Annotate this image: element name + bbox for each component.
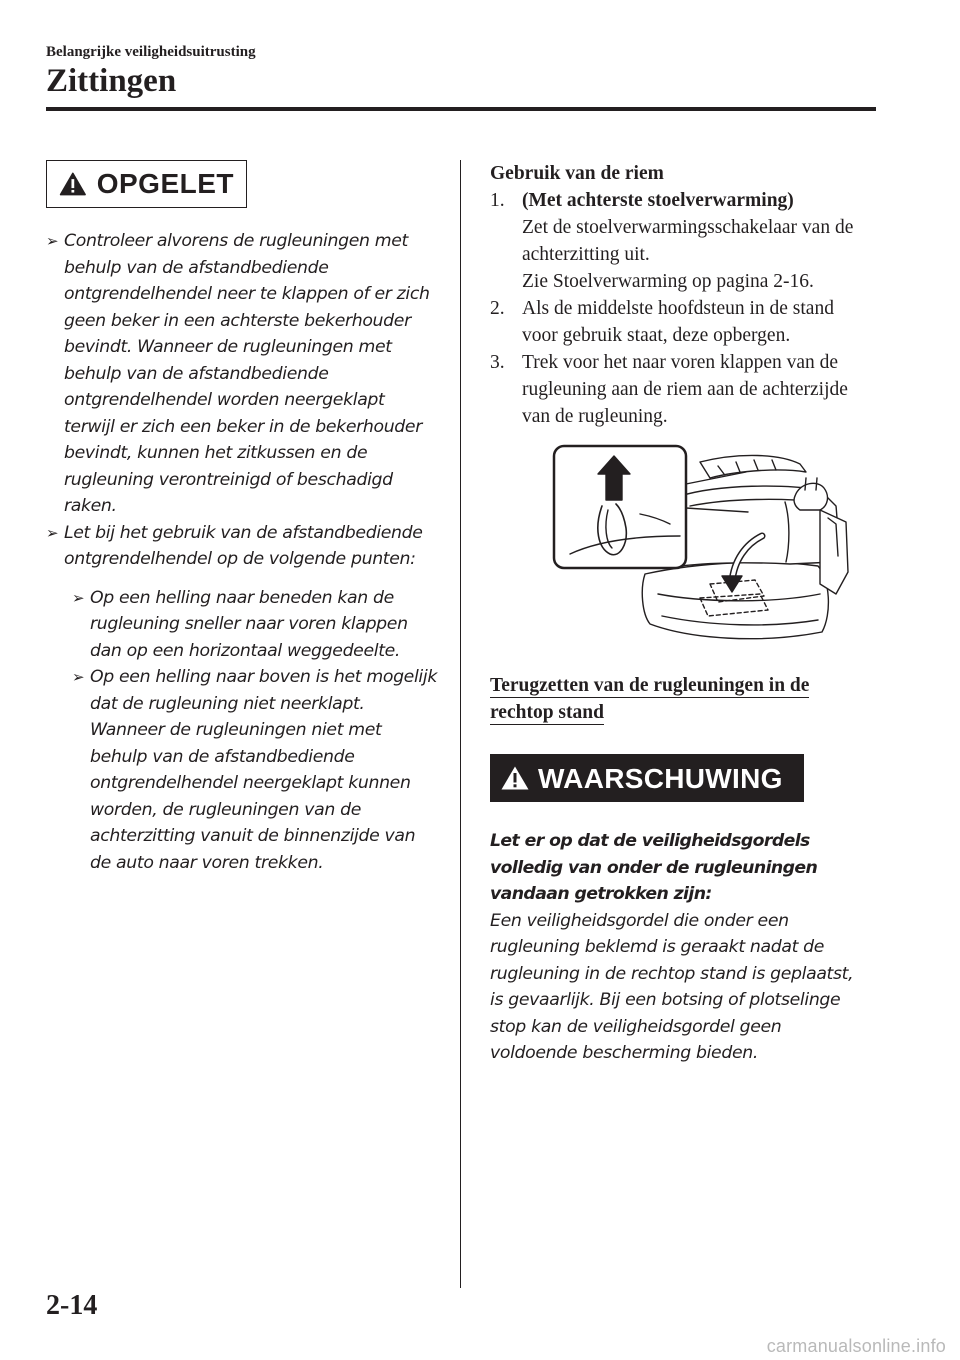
caution-sublist xyxy=(46,585,438,877)
caution-subitem xyxy=(72,664,438,876)
step-number: 2. xyxy=(490,298,505,319)
step-condition: (Met achterste stoelverwarming) xyxy=(522,190,794,211)
bullet-arrow-icon: ➢ xyxy=(46,232,59,250)
caution-label-box xyxy=(46,160,247,208)
warning-label-box xyxy=(490,754,804,802)
right-column xyxy=(490,160,870,1067)
caution-item-text: Controleer alvorens de rugleuningen met behulp van de afstandbediende ontgrendelhendel neer te klappen of er zich geen beker in een achterste bekerhouder bevindt. Wanneer de rugleuningen met behulp van de afstandbediende ontgrendelhendel worden neergeklapt terwijl er zich een beker in de bekerhouder bevindt, kunnen het zitkussen en de rugleuning verontreinigd of beschadigd raken. xyxy=(64,231,430,516)
step-number: 3. xyxy=(490,352,505,373)
column-divider xyxy=(460,160,461,1288)
page-number: 2-14 xyxy=(46,1290,98,1321)
caution-list xyxy=(46,228,438,876)
caution-subitem-text: Op een helling naar boven is het mogelijk dat de rugleuning niet neerklapt. Wanneer de rugleuningen niet met behulp van de afstandbediende ontgrendelhendel neergeklapt kunnen worden, de rugleuningen van de achterzitting vanuit de binnenzijde van de auto naar voren trekken. xyxy=(90,667,437,873)
caution-label: OPGELET xyxy=(96,168,234,199)
warning-label: WAARSCHUWING xyxy=(538,762,783,794)
caution-subitem xyxy=(72,585,438,665)
bullet-arrow-icon: ➢ xyxy=(72,588,85,607)
bullet-arrow-icon: ➢ xyxy=(46,523,59,542)
step-item xyxy=(490,349,870,430)
left-column xyxy=(46,160,438,876)
step-item xyxy=(490,295,870,349)
warning-emphasis: Let er op dat de veiligheidsgordels volledig van onder de rugleuningen vandaan getrokken zijn: xyxy=(490,831,818,904)
step-instruction: Zet de stoelverwarmingsschakelaar van de achterzitting uit. xyxy=(522,217,854,265)
caution-item xyxy=(46,520,438,573)
page-title: Zittingen xyxy=(46,63,177,99)
rear-seat-strap-illustration xyxy=(550,444,850,650)
warning-body: Een veiligheidsgordel die onder een rugleuning beklemd is geraakt nadat de rugleuning in de rechtop stand is geplaatst, is gevaarlijk. Bij een botsing of plotselinge stop kan de veiligheidsgordel geen voldoende bescherming bieden. xyxy=(490,910,854,1063)
warning-triangle-icon xyxy=(59,169,87,199)
step-number: 1. xyxy=(490,190,505,211)
reset-heading: Terugzetten van de rugleuningen in de rechtop stand xyxy=(490,675,810,723)
section-kicker: Belangrijke veiligheidsuitrusting xyxy=(46,44,256,60)
header-rule xyxy=(46,107,876,111)
caution-subitem-text: Op een helling naar beneden kan de rugleuning sneller naar voren klappen dan op een horizontaal weggedeelte. xyxy=(90,587,408,661)
seat-illustration-icon xyxy=(550,444,850,650)
caution-item-text: Let bij het gebruik van de afstandbediende ontgrendelhendel op de volgende punten: xyxy=(64,522,423,569)
step-instruction: Trek voor het naar voren klappen van de rugleuning aan de riem aan de achterzijde van de rugleuning. xyxy=(522,352,848,427)
bullet-arrow-icon: ➢ xyxy=(72,668,85,686)
step-text xyxy=(522,187,870,295)
strap-heading: Gebruik van de riem xyxy=(490,163,664,184)
step-instruction: Als de middelste hoofdsteun in de stand voor gebruik staat, deze opbergen. xyxy=(522,298,834,346)
step-reference: Zie Stoelverwarming op pagina 2-16. xyxy=(522,271,814,292)
warning-text xyxy=(490,828,870,1067)
warning-triangle-icon xyxy=(500,765,530,791)
watermark: carmanualsonline.info xyxy=(766,1336,946,1356)
step-item xyxy=(490,187,870,295)
caution-item xyxy=(46,228,438,520)
